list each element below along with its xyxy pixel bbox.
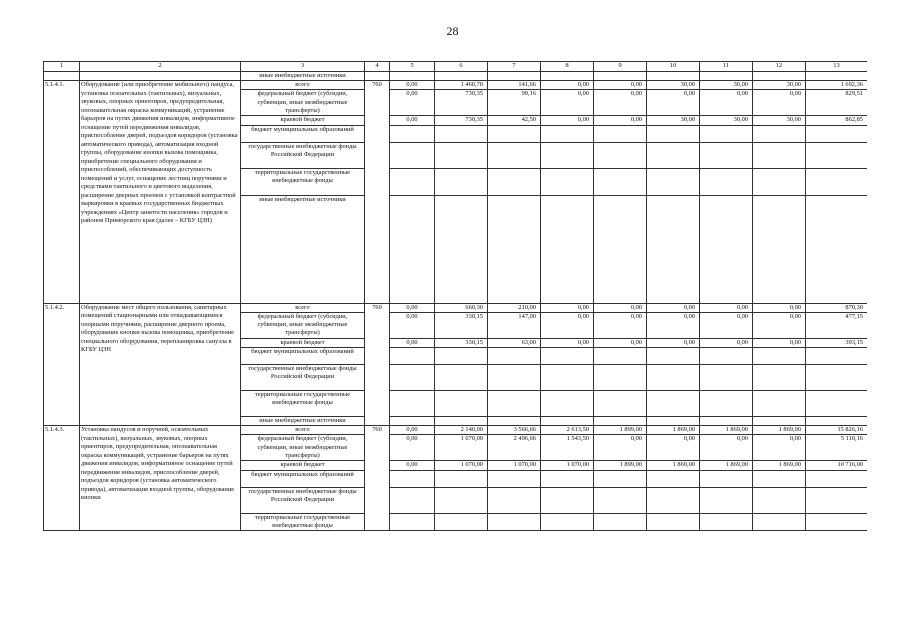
- value-cell: 0,00: [753, 435, 806, 461]
- table-row: [44, 81, 868, 90]
- value-cell: 660,30: [435, 303, 488, 312]
- value-cell: 0,00: [594, 435, 647, 461]
- value-cell: [390, 195, 435, 303]
- value-cell: 30,00: [700, 81, 753, 90]
- value-cell: 0,00: [647, 312, 700, 338]
- value-cell: 1 070,00: [435, 435, 488, 461]
- value-cell: 1 869,00: [700, 461, 753, 470]
- source-label: краевой бюджет: [241, 338, 365, 347]
- value-cell: [594, 513, 647, 530]
- value-cell: 0,00: [753, 338, 806, 347]
- value-cell: 0,00: [390, 116, 435, 125]
- header-cell: 2: [80, 62, 241, 72]
- header-cell: 11: [700, 62, 753, 72]
- value-cell: [488, 513, 541, 530]
- value-cell: [700, 470, 753, 487]
- value-cell: [700, 365, 753, 391]
- value-cell: 870,30: [806, 303, 868, 312]
- value-cell: 0,00: [700, 338, 753, 347]
- value-cell: [541, 470, 594, 487]
- value-cell: 393,15: [806, 338, 868, 347]
- value-cell: [700, 195, 753, 303]
- value-cell: 30,00: [647, 116, 700, 125]
- value-cell: [541, 142, 594, 168]
- value-cell: [488, 348, 541, 365]
- value-cell: 63,00: [488, 338, 541, 347]
- value-cell: [390, 391, 435, 417]
- value-cell: 0,00: [390, 338, 435, 347]
- source-label: федеральный бюджет (субсидии, субвенции, иные межбюджетные трансферты): [241, 90, 365, 116]
- header-cell: 9: [594, 62, 647, 72]
- page-number: 28: [446, 24, 459, 38]
- value-cell: 0,00: [541, 90, 594, 116]
- value-cell: 0,00: [647, 303, 700, 312]
- value-cell: [594, 195, 647, 303]
- value-cell: [390, 487, 435, 513]
- value-cell: 0,00: [541, 81, 594, 90]
- source-label: всего: [241, 426, 365, 435]
- value-cell: [435, 365, 488, 391]
- value-cell: 0,00: [390, 312, 435, 338]
- value-cell: 1 070,00: [541, 461, 594, 470]
- value-cell: [753, 195, 806, 303]
- header-cell: 4: [365, 62, 390, 72]
- value-cell: [806, 168, 868, 195]
- section-code: 5.1.4.1.: [44, 81, 80, 303]
- table-container: [43, 61, 867, 581]
- value-cell: [390, 470, 435, 487]
- value-cell: [435, 195, 488, 303]
- value-cell: [594, 125, 647, 142]
- value-cell: [488, 391, 541, 417]
- value-cell: 0,00: [594, 303, 647, 312]
- value-cell: [700, 125, 753, 142]
- value-cell: [647, 470, 700, 487]
- source-label: федеральный бюджет (субсидии, субвенции, иные межбюджетные трансферты): [241, 312, 365, 338]
- value-cell: 1 869,00: [753, 461, 806, 470]
- value-cell: [488, 365, 541, 391]
- value-cell: [390, 142, 435, 168]
- value-cell: [753, 348, 806, 365]
- header-cell: 5: [390, 62, 435, 72]
- value-cell: 1 869,00: [647, 426, 700, 435]
- value-cell: 42,50: [488, 116, 541, 125]
- header-cell: 1: [44, 62, 80, 72]
- value-cell: 0,00: [700, 303, 753, 312]
- value-cell: 30,00: [753, 116, 806, 125]
- value-cell: [806, 348, 868, 365]
- value-cell: [435, 513, 488, 530]
- value-cell: 1 543,50: [541, 435, 594, 461]
- value-cell: [541, 125, 594, 142]
- value-cell: [541, 365, 594, 391]
- value-cell: 0,00: [647, 338, 700, 347]
- value-cell: 330,15: [435, 338, 488, 347]
- value-cell: 0,00: [541, 312, 594, 338]
- source-label: государственные внебюджетные фонды Российской Федерации: [241, 487, 365, 513]
- value-cell: [806, 142, 868, 168]
- value-cell: [647, 365, 700, 391]
- source-label: иные внебюджетные источники: [241, 417, 365, 426]
- value-cell: [390, 365, 435, 391]
- value-cell: [700, 391, 753, 417]
- value-cell: 15 826,16: [806, 426, 868, 435]
- section-code: 5.1.4.2.: [44, 303, 80, 426]
- value-cell: [390, 417, 435, 426]
- value-cell: [753, 417, 806, 426]
- value-cell: 1 070,00: [488, 461, 541, 470]
- value-cell: [700, 417, 753, 426]
- value-cell: 1 460,70: [435, 81, 488, 90]
- value-cell: [435, 487, 488, 513]
- source-label: бюджет муниципальных образований: [241, 125, 365, 142]
- value-cell: [753, 487, 806, 513]
- value-cell: 3 566,66: [488, 426, 541, 435]
- source-label: бюджет муниципальных образований: [241, 348, 365, 365]
- value-cell: [753, 168, 806, 195]
- value-cell: [488, 470, 541, 487]
- value-cell: 2 613,50: [541, 426, 594, 435]
- source-label: федеральный бюджет (субсидии, субвенции, иные межбюджетные трансферты): [241, 435, 365, 461]
- value-cell: [435, 417, 488, 426]
- value-cell: [594, 417, 647, 426]
- value-cell: [594, 348, 647, 365]
- value-cell: 0,00: [390, 303, 435, 312]
- value-cell: 0,00: [700, 435, 753, 461]
- col4-code: 760: [365, 81, 390, 303]
- value-cell: 0,00: [700, 90, 753, 116]
- value-cell: 2 140,00: [435, 426, 488, 435]
- source-label: краевой бюджет: [241, 461, 365, 470]
- value-cell: [647, 417, 700, 426]
- section-code: 5.1.4.3.: [44, 426, 80, 531]
- value-cell: 30,00: [753, 81, 806, 90]
- value-cell: [435, 168, 488, 195]
- value-cell: [594, 142, 647, 168]
- source-label: государственные внебюджетные фонды Российской Федерации: [241, 142, 365, 168]
- value-cell: [647, 195, 700, 303]
- value-cell: [435, 470, 488, 487]
- value-cell: [647, 125, 700, 142]
- value-cell: [541, 513, 594, 530]
- value-cell: [700, 348, 753, 365]
- value-cell: 5 110,16: [806, 435, 868, 461]
- header-row: [44, 62, 868, 72]
- value-cell: [647, 348, 700, 365]
- header-cell: 12: [753, 62, 806, 72]
- value-cell: [806, 417, 868, 426]
- value-cell: [541, 168, 594, 195]
- value-cell: [541, 195, 594, 303]
- value-cell: 0,00: [390, 426, 435, 435]
- value-cell: [594, 487, 647, 513]
- header-cell: 10: [647, 62, 700, 72]
- value-cell: 1 899,00: [594, 461, 647, 470]
- value-cell: 730,35: [435, 116, 488, 125]
- value-cell: [488, 142, 541, 168]
- value-cell: [541, 417, 594, 426]
- value-cell: [541, 348, 594, 365]
- value-cell: 2 496,66: [488, 435, 541, 461]
- value-cell: [806, 513, 868, 530]
- value-cell: 0,00: [390, 461, 435, 470]
- table-row: [44, 72, 868, 81]
- value-cell: [700, 513, 753, 530]
- value-cell: 0,00: [594, 81, 647, 90]
- value-cell: 0,00: [594, 90, 647, 116]
- value-cell: 0,00: [390, 81, 435, 90]
- value-cell: [753, 513, 806, 530]
- value-cell: [390, 348, 435, 365]
- value-cell: 1 899,00: [594, 426, 647, 435]
- value-cell: 0,00: [753, 312, 806, 338]
- value-cell: [594, 470, 647, 487]
- value-cell: [435, 125, 488, 142]
- value-cell: [488, 195, 541, 303]
- header-cell: 8: [541, 62, 594, 72]
- table-row: [44, 303, 868, 312]
- value-cell: [390, 168, 435, 195]
- value-cell: 0,00: [541, 338, 594, 347]
- section-description: Установка пандусов и поручней, осязательных (тактильных), визуальных, звуковых, опорных ориентиров, предупредительная, опознавательная окраска коммуникаций, устранение барьеров на путях движения инвалидов, информативное оснащение путей передвижения инвалидов, приспособление дверей, подъездов коридоров (установка автоматического привода), автоматизация входной группы, оборудование кнопки: [80, 426, 241, 531]
- value-cell: 0,00: [541, 303, 594, 312]
- value-cell: 0,00: [753, 303, 806, 312]
- value-cell: 829,51: [806, 90, 868, 116]
- value-cell: [806, 487, 868, 513]
- value-cell: [488, 487, 541, 513]
- value-cell: 30,00: [647, 81, 700, 90]
- value-cell: [806, 365, 868, 391]
- value-cell: 0,00: [390, 435, 435, 461]
- col4-code: 760: [365, 426, 390, 531]
- value-cell: [647, 168, 700, 195]
- value-cell: [488, 417, 541, 426]
- value-cell: [647, 142, 700, 168]
- value-cell: [488, 168, 541, 195]
- value-cell: [541, 391, 594, 417]
- source-label: иные внебюджетные источники: [241, 195, 365, 303]
- source-label: бюджет муниципальных образований: [241, 470, 365, 487]
- value-cell: [700, 487, 753, 513]
- value-cell: 1 869,00: [647, 461, 700, 470]
- source-label: всего: [241, 303, 365, 312]
- value-cell: [390, 125, 435, 142]
- value-cell: 0,00: [700, 312, 753, 338]
- value-cell: 30,00: [700, 116, 753, 125]
- value-cell: 1 692,36: [806, 81, 868, 90]
- value-cell: 330,15: [435, 312, 488, 338]
- value-cell: 0,00: [647, 90, 700, 116]
- value-cell: [594, 365, 647, 391]
- value-cell: 10 716,00: [806, 461, 868, 470]
- source-label: иные внебюджетные источники: [241, 72, 365, 81]
- value-cell: 0,00: [594, 312, 647, 338]
- source-label: территориальные государственные внебюджетные фонды: [241, 513, 365, 530]
- value-cell: [806, 391, 868, 417]
- source-label: краевой бюджет: [241, 116, 365, 125]
- section-description: Оборудование (или приобретение мобильного) пандуса, установка осязательных (тактильных), визуальных, звуковых, опорных ориентиров, предупредительная, опознавательная окраска коммуникаций, устранение барьеров на путях движения инвалидов, информативное оснащение путей передвижения инвалидов, приспособление дверей, подъездов коридоров (установка автоматического привода), автоматизация входной группы, оборудование кнопки вызова помощника, приобретение специального оборудования и приспособлений, обеспечивающих доступность помещений и услуг, оснащение лестниц поручнями и средствами тактильного и цветового выделения, расширение дверных проемов с установкой контрастной маркировки в краевых государственных бюджетных учреждениях «Центр занятости населения» городов и районов Приморского края (далее – КГБУ ЦЗН): [80, 81, 241, 303]
- value-cell: [753, 365, 806, 391]
- value-cell: 0,00: [647, 435, 700, 461]
- value-cell: 862,85: [806, 116, 868, 125]
- source-label: государственные внебюджетные фонды Российской Федерации: [241, 365, 365, 391]
- value-cell: [647, 487, 700, 513]
- value-cell: 147,00: [488, 312, 541, 338]
- value-cell: [594, 391, 647, 417]
- value-cell: [806, 470, 868, 487]
- value-cell: 0,00: [390, 90, 435, 116]
- source-label: всего: [241, 81, 365, 90]
- value-cell: [390, 513, 435, 530]
- value-cell: 0,00: [753, 90, 806, 116]
- value-cell: 210,00: [488, 303, 541, 312]
- value-cell: 1 869,00: [700, 426, 753, 435]
- value-cell: 141,66: [488, 81, 541, 90]
- value-cell: [488, 125, 541, 142]
- value-cell: [647, 513, 700, 530]
- value-cell: 99,16: [488, 90, 541, 116]
- value-cell: [435, 348, 488, 365]
- value-cell: 477,15: [806, 312, 868, 338]
- section-description: Оборудование мест общего пользования, санитарных помещений стационарными или откидывающимися опорными поручнями, расширение дверного проема, оборудование кнопки вызова помощника, приобретение специального оборудования, перепланировка санузла в КГБУ ЦЗН: [80, 303, 241, 426]
- value-cell: 0,00: [594, 338, 647, 347]
- source-label: территориальные государственные внебюджетные фонды: [241, 168, 365, 195]
- value-cell: [806, 125, 868, 142]
- table-row: [44, 426, 868, 435]
- source-label: территориальные государственные внебюджетные фонды: [241, 391, 365, 417]
- value-cell: [541, 487, 594, 513]
- value-cell: [647, 391, 700, 417]
- value-cell: [753, 142, 806, 168]
- header-cell: 3: [241, 62, 365, 72]
- value-cell: [753, 391, 806, 417]
- col4-code: 760: [365, 303, 390, 426]
- value-cell: 0,00: [594, 116, 647, 125]
- header-cell: 13: [806, 62, 868, 72]
- value-cell: 1 869,00: [753, 426, 806, 435]
- value-cell: [700, 142, 753, 168]
- value-cell: 1 070,00: [435, 461, 488, 470]
- header-cell: 7: [488, 62, 541, 72]
- value-cell: 730,35: [435, 90, 488, 116]
- value-cell: [753, 470, 806, 487]
- value-cell: [594, 168, 647, 195]
- value-cell: [435, 391, 488, 417]
- value-cell: [435, 142, 488, 168]
- value-cell: 0,00: [541, 116, 594, 125]
- budget-table: [43, 61, 867, 531]
- value-cell: [806, 195, 868, 303]
- value-cell: [700, 168, 753, 195]
- value-cell: [753, 125, 806, 142]
- header-cell: 6: [435, 62, 488, 72]
